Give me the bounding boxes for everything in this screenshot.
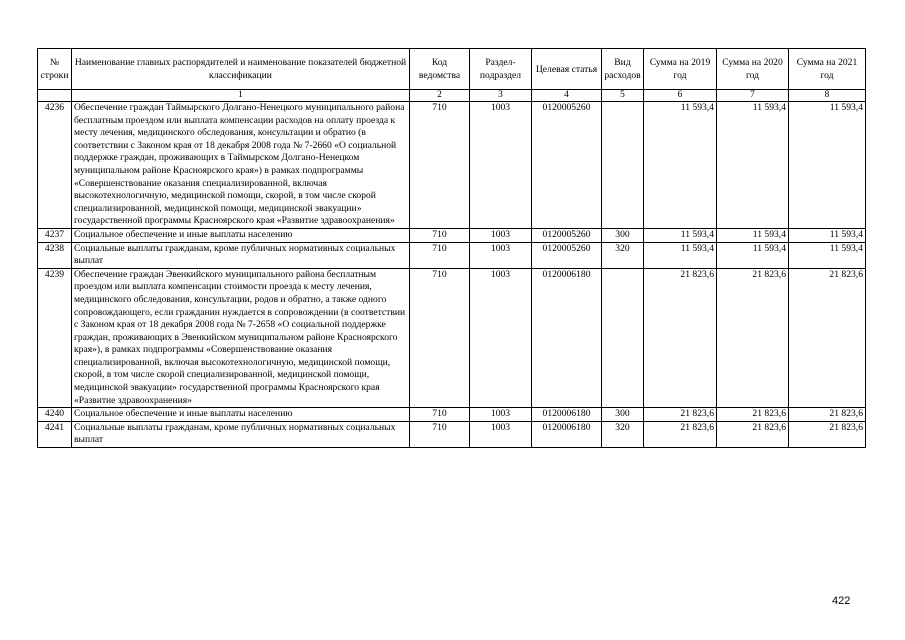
row-sum-2020: 11 593,4 bbox=[717, 242, 789, 268]
row-dept-code: 710 bbox=[410, 102, 470, 229]
column-number: 6 bbox=[644, 90, 717, 102]
table-row bbox=[38, 408, 866, 422]
column-number: 8 bbox=[789, 90, 866, 102]
row-sum-2019: 21 823,6 bbox=[644, 268, 717, 408]
row-expense-type: 300 bbox=[602, 408, 644, 422]
row-sum-2019: 11 593,4 bbox=[644, 228, 717, 242]
row-number: 4236 bbox=[38, 102, 72, 229]
row-name: Обеспечение граждан Таймырского Долгано-Ненецкого муниципального района бесплатным проездом или выплата компенсации расходов на оплату проезда к месту лечения, медицинского обследования, консультации и обратно (в соответствии с Законом края от 18 декабря 2008 года № 7-2660 «О социальной поддержке граждан, проживающих в Таймырском Долгано-Ненецком муниципальном районе Красноярского края») в рамках подпрограммы «Совершенствование оказания специализированной, включая высокотехнологичную, медицинской помощи, скорой, в том числе скорой специализированной, медицинской помощи, медицинской эвакуации» государственной программы Красноярского края «Развитие здравоохранения» bbox=[72, 102, 410, 229]
row-sum-2021: 11 593,4 bbox=[789, 242, 866, 268]
header-sum-2020: Сумма на 2020 год bbox=[717, 49, 789, 90]
row-sum-2021: 21 823,6 bbox=[789, 421, 866, 447]
row-dept-code: 710 bbox=[410, 408, 470, 422]
row-sum-2020: 11 593,4 bbox=[717, 228, 789, 242]
table-row bbox=[38, 102, 866, 229]
table-row bbox=[38, 242, 866, 268]
header-name: Наименование главных распорядителей и наименование показателей бюджетной классификации bbox=[72, 49, 410, 90]
row-expense-type: 320 bbox=[602, 242, 644, 268]
table-row bbox=[38, 228, 866, 242]
row-number: 4237 bbox=[38, 228, 72, 242]
row-expense-type: 300 bbox=[602, 228, 644, 242]
row-dept-code: 710 bbox=[410, 228, 470, 242]
column-number: 1 bbox=[72, 90, 410, 102]
row-number: 4241 bbox=[38, 421, 72, 447]
row-sum-2021: 21 823,6 bbox=[789, 408, 866, 422]
row-sum-2019: 21 823,6 bbox=[644, 408, 717, 422]
row-target-item: 0120006180 bbox=[532, 268, 602, 408]
header-sum-2021: Сумма на 2021 год bbox=[789, 49, 866, 90]
table-row bbox=[38, 268, 866, 408]
header-expense-type: Вид расходов bbox=[602, 49, 644, 90]
row-target-item: 0120005260 bbox=[532, 242, 602, 268]
row-dept-code: 710 bbox=[410, 268, 470, 408]
header-section: Раздел-подраздел bbox=[470, 49, 532, 90]
row-sum-2020: 21 823,6 bbox=[717, 421, 789, 447]
page-number: 422 bbox=[832, 595, 851, 607]
row-number: 4240 bbox=[38, 408, 72, 422]
row-target-item: 0120006180 bbox=[532, 421, 602, 447]
row-name: Социальное обеспечение и иные выплаты населению bbox=[72, 408, 410, 422]
row-section: 1003 bbox=[470, 268, 532, 408]
row-dept-code: 710 bbox=[410, 421, 470, 447]
row-target-item: 0120006180 bbox=[532, 408, 602, 422]
row-number: 4238 bbox=[38, 242, 72, 268]
row-section: 1003 bbox=[470, 242, 532, 268]
row-section: 1003 bbox=[470, 102, 532, 229]
row-section: 1003 bbox=[470, 228, 532, 242]
row-sum-2021: 11 593,4 bbox=[789, 228, 866, 242]
table-header-row bbox=[38, 49, 866, 90]
column-number: 3 bbox=[470, 90, 532, 102]
header-sum-2019: Сумма на 2019 год bbox=[644, 49, 717, 90]
column-number: 5 bbox=[602, 90, 644, 102]
budget-table bbox=[37, 48, 866, 448]
column-number: 2 bbox=[410, 90, 470, 102]
header-dept-code: Код ведомства bbox=[410, 49, 470, 90]
row-number: 4239 bbox=[38, 268, 72, 408]
column-number bbox=[38, 90, 72, 102]
row-sum-2019: 21 823,6 bbox=[644, 421, 717, 447]
row-target-item: 0120005260 bbox=[532, 228, 602, 242]
row-expense-type: 320 bbox=[602, 421, 644, 447]
row-sum-2020: 21 823,6 bbox=[717, 268, 789, 408]
row-sum-2019: 11 593,4 bbox=[644, 102, 717, 229]
row-sum-2020: 21 823,6 bbox=[717, 408, 789, 422]
row-name: Социальные выплаты гражданам, кроме публичных нормативных социальных выплат bbox=[72, 242, 410, 268]
header-target-item: Целевая статья bbox=[532, 49, 602, 90]
row-name: Социальное обеспечение и иные выплаты населению bbox=[72, 228, 410, 242]
header-row-number: № строки bbox=[38, 49, 72, 90]
row-section: 1003 bbox=[470, 421, 532, 447]
row-sum-2021: 21 823,6 bbox=[789, 268, 866, 408]
row-sum-2021: 11 593,4 bbox=[789, 102, 866, 229]
budget-table-container bbox=[37, 48, 866, 448]
table-row bbox=[38, 421, 866, 447]
row-expense-type bbox=[602, 102, 644, 229]
row-target-item: 0120005260 bbox=[532, 102, 602, 229]
column-number-row bbox=[38, 90, 866, 102]
column-number: 4 bbox=[532, 90, 602, 102]
row-sum-2020: 11 593,4 bbox=[717, 102, 789, 229]
column-number: 7 bbox=[717, 90, 789, 102]
row-dept-code: 710 bbox=[410, 242, 470, 268]
row-section: 1003 bbox=[470, 408, 532, 422]
row-name: Социальные выплаты гражданам, кроме публичных нормативных социальных выплат bbox=[72, 421, 410, 447]
row-expense-type bbox=[602, 268, 644, 408]
row-sum-2019: 11 593,4 bbox=[644, 242, 717, 268]
row-name: Обеспечение граждан Эвенкийского муниципального района бесплатным проездом или выплата компенсации стоимости проезда к месту лечения, медицинского обследования, консультации, родов и обратно, а также одного сопровождающего, если гражданин нуждается в сопровождении (в соответствии с Законом края от 18 декабря 2008 года № 7-2658 «О социальной поддержке граждан, проживающих в Эвенкийском муниципальном районе Красноярского края»), в рамках подпрограммы «Совершенствование оказания специализированной, включая высокотехнологичную, медицинской помощи, скорой, в том числе скорой специализированной, медицинской помощи, медицинской эвакуации» государственной программы Красноярского края «Развитие здравоохранения» bbox=[72, 268, 410, 408]
